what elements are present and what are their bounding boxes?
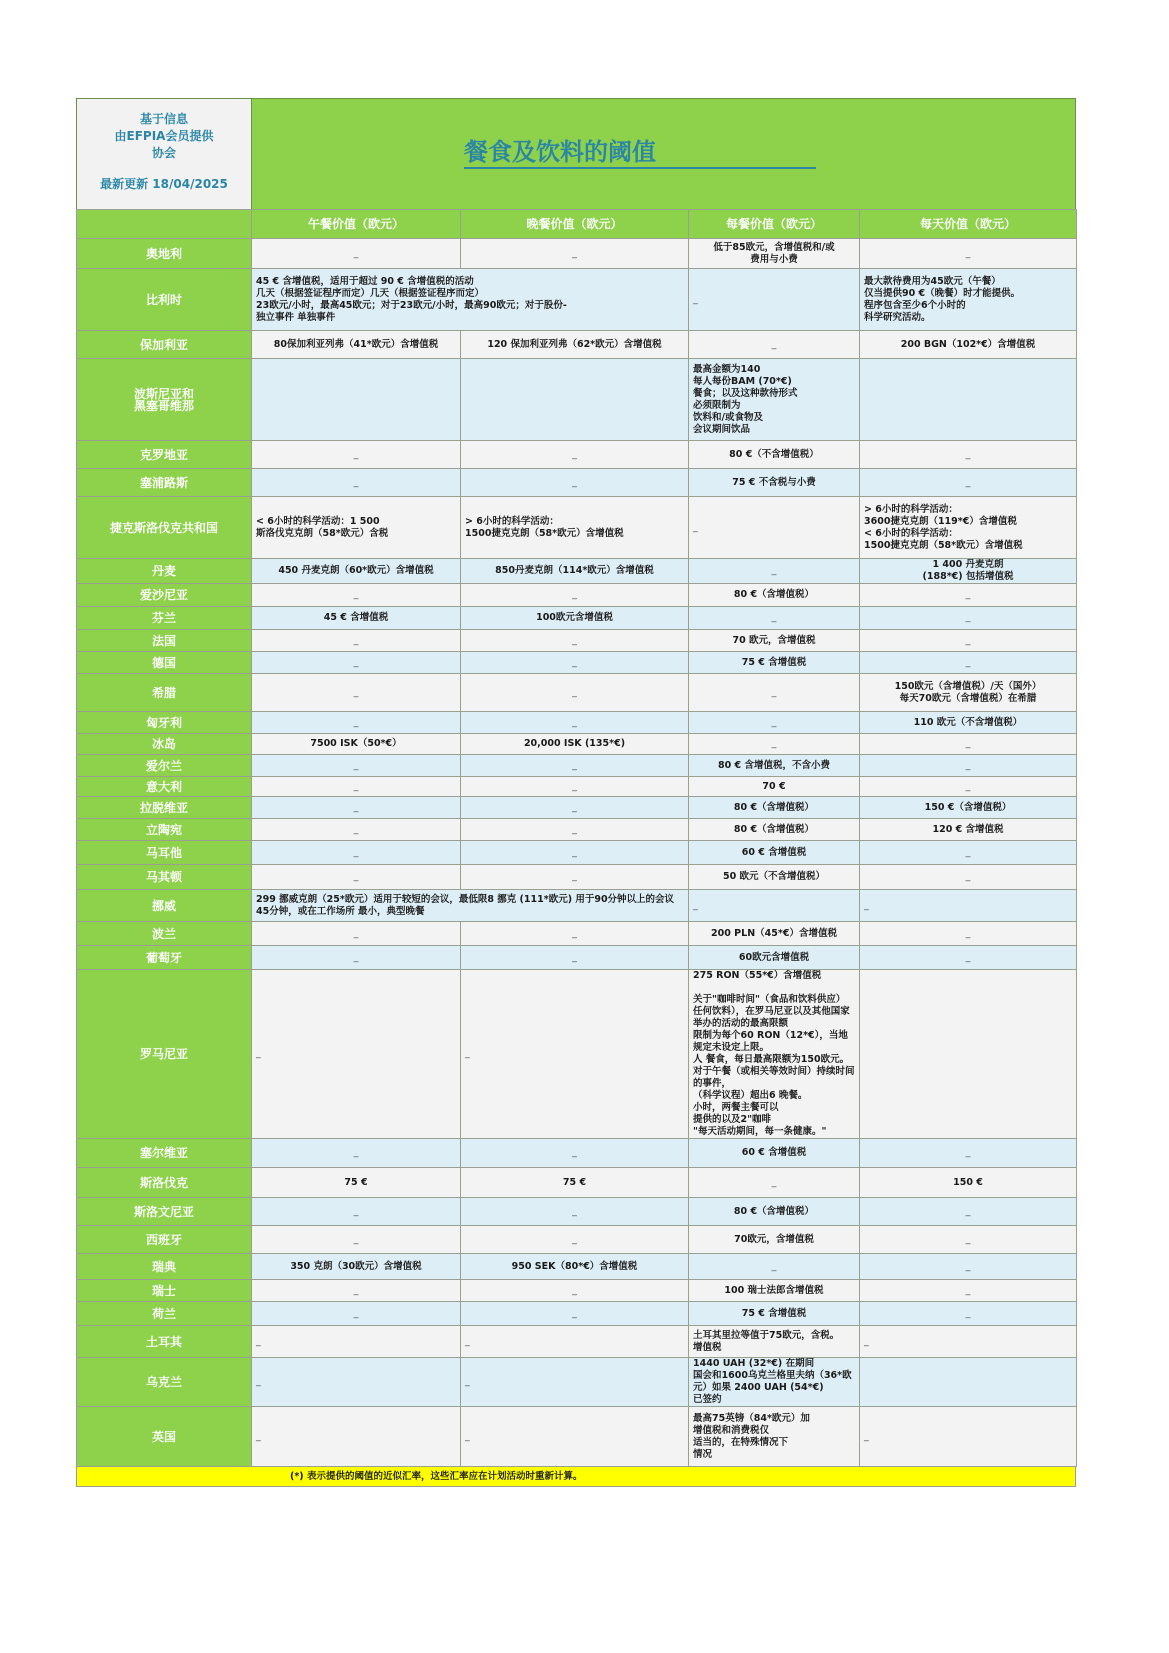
value-cell-lunch: _ bbox=[252, 1280, 461, 1302]
country-name: 乌克兰 bbox=[77, 1358, 252, 1407]
value-cell-meal: 75 € 含增值税 bbox=[689, 1302, 860, 1326]
country-name: 德国 bbox=[77, 652, 252, 674]
table-row bbox=[77, 797, 1077, 819]
table-row bbox=[77, 1168, 1077, 1198]
value-cell-lunch: _ bbox=[252, 797, 461, 819]
value-cell-meal: 70 € bbox=[689, 777, 860, 797]
value-cell-lunch: 299 挪威克朗（25*欧元）适用于较短的会议，最低限8 挪克 (111*欧元) 用于90分钟以上的会议 45分钟，或在工作场所 最小，典型晚餐 bbox=[252, 890, 689, 922]
value-cell-meal: 80 €（含增值税） bbox=[689, 1198, 860, 1226]
country-name: 丹麦 bbox=[77, 559, 252, 584]
country-name: 捷克斯洛伐克共和国 bbox=[77, 497, 252, 559]
table-row bbox=[77, 922, 1077, 946]
value-cell-day bbox=[860, 1358, 1077, 1407]
table-row bbox=[77, 359, 1077, 441]
value-cell-day: _ bbox=[860, 922, 1077, 946]
table-row bbox=[77, 970, 1077, 1139]
value-cell-lunch: _ bbox=[252, 946, 461, 970]
column-header-day: 每天价值（欧元） bbox=[860, 210, 1077, 239]
country-name: 克罗地亚 bbox=[77, 441, 252, 469]
column-header-row bbox=[77, 210, 1077, 239]
value-cell-day: 200 BGN（102*€）含增值税 bbox=[860, 331, 1077, 359]
country-name: 希腊 bbox=[77, 674, 252, 712]
value-cell-meal: 80 €（含增值税） bbox=[689, 584, 860, 607]
value-cell-lunch: _ bbox=[252, 819, 461, 841]
value-cell-day: _ bbox=[860, 469, 1077, 497]
value-cell-dinner: _ bbox=[461, 865, 689, 890]
value-cell-meal: _ bbox=[689, 712, 860, 734]
value-cell-meal: 60欧元含增值税 bbox=[689, 946, 860, 970]
value-cell-lunch: _ bbox=[252, 239, 461, 269]
value-cell-dinner: _ bbox=[461, 652, 689, 674]
value-cell-lunch: _ bbox=[252, 755, 461, 777]
value-cell-meal: 80 €（含增值税） bbox=[689, 797, 860, 819]
table-row bbox=[77, 441, 1077, 469]
country-name: 保加利亚 bbox=[77, 331, 252, 359]
country-name: 爱沙尼亚 bbox=[77, 584, 252, 607]
value-cell-lunch: _ bbox=[252, 1326, 461, 1358]
value-cell-meal: 土耳其里拉等值于75欧元，含税。 增值税 bbox=[689, 1326, 860, 1358]
value-cell-dinner: _ bbox=[461, 630, 689, 652]
value-cell-dinner: _ bbox=[461, 1139, 689, 1168]
value-cell-lunch: _ bbox=[252, 441, 461, 469]
table-row bbox=[77, 712, 1077, 734]
country-name: 斯洛伐克 bbox=[77, 1168, 252, 1198]
country-name: 瑞士 bbox=[77, 1280, 252, 1302]
country-name: 荷兰 bbox=[77, 1302, 252, 1326]
value-cell-meal: 80 €（含增值税） bbox=[689, 819, 860, 841]
value-cell-lunch: 45 € 含增值税，适用于超过 90 € 含增值税的活动 几天（根据签证程序而定）几天（根据签证程序而定） 23欧元/小时，最高45欧元；对于23欧元/小时，最高90欧元；对于股份- 独立事件 单独事件 bbox=[252, 269, 689, 331]
value-cell-dinner: _ bbox=[461, 1407, 689, 1467]
value-cell-lunch: _ bbox=[252, 1226, 461, 1254]
country-name: 芬兰 bbox=[77, 607, 252, 630]
country-name: 土耳其 bbox=[77, 1326, 252, 1358]
value-cell-day: _ bbox=[860, 734, 1077, 755]
value-cell-lunch: _ bbox=[252, 469, 461, 497]
value-cell-dinner: _ bbox=[461, 819, 689, 841]
country-name: 法国 bbox=[77, 630, 252, 652]
value-cell-day: _ bbox=[860, 239, 1077, 269]
value-cell-meal: _ bbox=[689, 1168, 860, 1198]
value-cell-day: 150 €（含增值税） bbox=[860, 797, 1077, 819]
value-cell-meal: 60 € 含增值税 bbox=[689, 841, 860, 865]
country-name: 波斯尼亚和 黑塞哥维那 bbox=[77, 359, 252, 441]
footnote: (*) 表示提供的阈值的近似汇率，这些汇率应在计划活动时重新计算。 bbox=[76, 1467, 1076, 1487]
value-cell-day: _ bbox=[860, 1226, 1077, 1254]
value-cell-meal: 最高75英镑（84*欧元）加 增值税和消费税仅 适当的，在特殊情况下 情况 bbox=[689, 1407, 860, 1467]
value-cell-day: _ bbox=[860, 1139, 1077, 1168]
value-cell-day: _ bbox=[860, 1302, 1077, 1326]
value-cell-dinner: _ bbox=[461, 239, 689, 269]
column-header-dinner: 晚餐价值（欧元） bbox=[461, 210, 689, 239]
value-cell-meal: _ bbox=[689, 674, 860, 712]
value-cell-day: 150 € bbox=[860, 1168, 1077, 1198]
value-cell-dinner: _ bbox=[461, 441, 689, 469]
value-cell-day: 120 € 含增值税 bbox=[860, 819, 1077, 841]
value-cell-lunch: _ bbox=[252, 1302, 461, 1326]
table-body bbox=[77, 239, 1077, 1467]
country-name: 匈牙利 bbox=[77, 712, 252, 734]
value-cell-day: _ bbox=[860, 890, 1077, 922]
value-cell-meal: _ bbox=[689, 331, 860, 359]
table-row bbox=[77, 1226, 1077, 1254]
value-cell-meal: 最高金额为140 每人每份BAM (70*€) 餐食；以及这种款待形式 必须限制为 饮料和/或食物及 会议期间饮品 bbox=[689, 359, 860, 441]
value-cell-day: 1 400 丹麦克朗 (188*€) 包括增值税 bbox=[860, 559, 1077, 584]
country-name: 马其顿 bbox=[77, 865, 252, 890]
table-row bbox=[77, 755, 1077, 777]
value-cell-day: _ bbox=[860, 630, 1077, 652]
value-cell-meal: 100 瑞士法郎含增值税 bbox=[689, 1280, 860, 1302]
source-line: 基于信息 bbox=[139, 112, 188, 126]
value-cell-meal: _ bbox=[689, 890, 860, 922]
value-cell-lunch: 7500 ISK（50*€） bbox=[252, 734, 461, 755]
country-name: 挪威 bbox=[77, 890, 252, 922]
table-row bbox=[77, 1358, 1077, 1407]
value-cell-lunch: _ bbox=[252, 865, 461, 890]
value-cell-lunch: _ bbox=[252, 630, 461, 652]
source-line: 协会 bbox=[151, 146, 176, 160]
value-cell-dinner: > 6小时的科学活动： 1500捷克克朗（58*欧元）含增值税 bbox=[461, 497, 689, 559]
country-name: 冰岛 bbox=[77, 734, 252, 755]
value-cell-meal: _ bbox=[689, 497, 860, 559]
table-row bbox=[77, 652, 1077, 674]
value-cell-lunch: _ bbox=[252, 1198, 461, 1226]
country-name: 奥地利 bbox=[77, 239, 252, 269]
country-name: 西班牙 bbox=[77, 1226, 252, 1254]
value-cell-day: _ bbox=[860, 1254, 1077, 1280]
country-name: 英国 bbox=[77, 1407, 252, 1467]
value-cell-day: _ bbox=[860, 841, 1077, 865]
value-cell-lunch: _ bbox=[252, 584, 461, 607]
table-row bbox=[77, 584, 1077, 607]
value-cell-meal: 70 欧元，含增值税 bbox=[689, 630, 860, 652]
value-cell-dinner: _ bbox=[461, 797, 689, 819]
value-cell-lunch: _ bbox=[252, 674, 461, 712]
value-cell-meal: 80 €（不含增值税） bbox=[689, 441, 860, 469]
value-cell-dinner: 950 SEK（80*€）含增值税 bbox=[461, 1254, 689, 1280]
value-cell-day: _ bbox=[860, 1326, 1077, 1358]
value-cell-dinner: _ bbox=[461, 1326, 689, 1358]
value-cell-lunch: _ bbox=[252, 652, 461, 674]
value-cell-dinner: _ bbox=[461, 712, 689, 734]
page-title: 餐食及饮料的阈值 bbox=[464, 137, 816, 169]
value-cell-dinner: _ bbox=[461, 755, 689, 777]
value-cell-dinner: _ bbox=[461, 1280, 689, 1302]
value-cell-meal: _ bbox=[689, 1254, 860, 1280]
table-row bbox=[77, 890, 1077, 922]
value-cell-dinner: _ bbox=[461, 970, 689, 1139]
value-cell-day bbox=[860, 359, 1077, 441]
table-row bbox=[77, 819, 1077, 841]
value-cell-lunch: _ bbox=[252, 1139, 461, 1168]
table-row bbox=[77, 630, 1077, 652]
table-row bbox=[77, 777, 1077, 797]
value-cell-day: _ bbox=[860, 946, 1077, 970]
value-cell-meal: 75 € 不含税与小费 bbox=[689, 469, 860, 497]
value-cell-day: _ bbox=[860, 865, 1077, 890]
table-row bbox=[77, 841, 1077, 865]
value-cell-day: _ bbox=[860, 1407, 1077, 1467]
table-row bbox=[77, 1302, 1077, 1326]
value-cell-dinner: _ bbox=[461, 469, 689, 497]
country-name: 波兰 bbox=[77, 922, 252, 946]
value-cell-meal: 75 € 含增值税 bbox=[689, 652, 860, 674]
value-cell-day: _ bbox=[860, 1198, 1077, 1226]
country-name: 马耳他 bbox=[77, 841, 252, 865]
value-cell-meal: 275 RON（55*€）含增值税 关于"咖啡时间"（食品和饮料供应） 任何饮料），在罗马尼亚以及其他国家举办的活动的最高限额 限制为每个60 RON（12*€），当地规定未设定上限。 人 餐食，每日最高限额为150欧元。 对于午餐（或相关等效时间）持续时间的事件， （科学议程）超出6 晚餐。 小时，两餐主餐可以 提供的以及2"咖啡 "每天活动期间，每一条健康。" bbox=[689, 970, 860, 1139]
value-cell-dinner: _ bbox=[461, 1358, 689, 1407]
value-cell-dinner: _ bbox=[461, 777, 689, 797]
value-cell-day bbox=[860, 970, 1077, 1139]
value-cell-lunch: _ bbox=[252, 970, 461, 1139]
corner-cell bbox=[77, 210, 252, 239]
country-name: 斯洛文尼亚 bbox=[77, 1198, 252, 1226]
value-cell-day: 110 欧元（不含增值税） bbox=[860, 712, 1077, 734]
table-row bbox=[77, 239, 1077, 269]
table-row bbox=[77, 946, 1077, 970]
value-cell-lunch: 75 € bbox=[252, 1168, 461, 1198]
value-cell-dinner: 100欧元含增值税 bbox=[461, 607, 689, 630]
value-cell-dinner bbox=[461, 359, 689, 441]
value-cell-dinner: _ bbox=[461, 1226, 689, 1254]
value-cell-meal: 低于85欧元，含增值税和/或 费用与小费 bbox=[689, 239, 860, 269]
value-cell-dinner: _ bbox=[461, 841, 689, 865]
table-row bbox=[77, 331, 1077, 359]
value-cell-meal: _ bbox=[689, 607, 860, 630]
table-row bbox=[77, 269, 1077, 331]
country-name: 罗马尼亚 bbox=[77, 970, 252, 1139]
table-row bbox=[77, 559, 1077, 584]
country-name: 拉脱维亚 bbox=[77, 797, 252, 819]
table-row bbox=[77, 469, 1077, 497]
country-name: 比利时 bbox=[77, 269, 252, 331]
threshold-sheet bbox=[76, 98, 1076, 1487]
value-cell-lunch: _ bbox=[252, 712, 461, 734]
value-cell-day: 最大款待费用为45欧元（午餐） 仅当提供90 €（晚餐）时才能提供。 程序包含至少6个小时的 科学研究活动。 bbox=[860, 269, 1077, 331]
value-cell-dinner: _ bbox=[461, 1302, 689, 1326]
value-cell-lunch: _ bbox=[252, 841, 461, 865]
value-cell-lunch bbox=[252, 359, 461, 441]
value-cell-dinner: _ bbox=[461, 674, 689, 712]
threshold-table bbox=[76, 209, 1077, 1467]
value-cell-lunch: _ bbox=[252, 777, 461, 797]
source-info bbox=[77, 99, 252, 209]
value-cell-dinner: _ bbox=[461, 584, 689, 607]
value-cell-lunch: _ bbox=[252, 1407, 461, 1467]
country-name: 塞浦路斯 bbox=[77, 469, 252, 497]
table-row bbox=[77, 1326, 1077, 1358]
column-header-lunch: 午餐价值（欧元） bbox=[252, 210, 461, 239]
value-cell-lunch: _ bbox=[252, 1358, 461, 1407]
value-cell-lunch: < 6小时的科学活动：1 500 斯洛伐克克朗（58*欧元）含税 bbox=[252, 497, 461, 559]
value-cell-lunch: 350 克朗（30欧元）含增值税 bbox=[252, 1254, 461, 1280]
value-cell-day: > 6小时的科学活动： 3600捷克克朗（119*€）含增值税 < 6小时的科学活动： 1500捷克克朗（58*欧元）含增值税 bbox=[860, 497, 1077, 559]
table-row bbox=[77, 1280, 1077, 1302]
value-cell-day: _ bbox=[860, 1280, 1077, 1302]
value-cell-meal: 70欧元，含增值税 bbox=[689, 1226, 860, 1254]
value-cell-meal: _ bbox=[689, 269, 860, 331]
country-name: 爱尔兰 bbox=[77, 755, 252, 777]
table-row bbox=[77, 1198, 1077, 1226]
value-cell-dinner: 120 保加利亚列弗（62*欧元）含增值税 bbox=[461, 331, 689, 359]
value-cell-lunch: _ bbox=[252, 922, 461, 946]
value-cell-day: _ bbox=[860, 777, 1077, 797]
country-name: 立陶宛 bbox=[77, 819, 252, 841]
table-row bbox=[77, 865, 1077, 890]
value-cell-dinner: 20,000 ISK (135*€) bbox=[461, 734, 689, 755]
table-row bbox=[77, 674, 1077, 712]
value-cell-lunch: 450 丹麦克朗（60*欧元）含增值税 bbox=[252, 559, 461, 584]
table-row bbox=[77, 607, 1077, 630]
table-row bbox=[77, 497, 1077, 559]
value-cell-day: 150欧元（含增值税）/天（国外） 每天70欧元（含增值税）在希腊 bbox=[860, 674, 1077, 712]
value-cell-dinner: 850丹麦克朗（114*欧元）含增值税 bbox=[461, 559, 689, 584]
table-row bbox=[77, 1254, 1077, 1280]
value-cell-day: _ bbox=[860, 441, 1077, 469]
value-cell-dinner: _ bbox=[461, 1198, 689, 1226]
value-cell-meal: 60 € 含增值税 bbox=[689, 1139, 860, 1168]
value-cell-day: _ bbox=[860, 755, 1077, 777]
country-name: 意大利 bbox=[77, 777, 252, 797]
value-cell-meal: 50 欧元（不含增值税） bbox=[689, 865, 860, 890]
value-cell-lunch: 80保加利亚列弗（41*欧元）含增值税 bbox=[252, 331, 461, 359]
source-line: 由EFPIA会员提供 bbox=[114, 129, 214, 143]
table-row bbox=[77, 734, 1077, 755]
value-cell-dinner: _ bbox=[461, 946, 689, 970]
value-cell-meal: 200 PLN（45*€）含增值税 bbox=[689, 922, 860, 946]
country-name: 瑞典 bbox=[77, 1254, 252, 1280]
column-header-meal: 每餐价值（欧元） bbox=[689, 210, 860, 239]
value-cell-day: _ bbox=[860, 652, 1077, 674]
value-cell-meal: 80 € 含增值税，不含小费 bbox=[689, 755, 860, 777]
value-cell-day: _ bbox=[860, 584, 1077, 607]
value-cell-meal: 1440 UAH (32*€) 在期间 国会和1600乌克兰格里夫纳（36*欧元）如果 2400 UAH (54*€) 已签约 bbox=[689, 1358, 860, 1407]
title-area bbox=[252, 99, 1075, 209]
country-name: 葡萄牙 bbox=[77, 946, 252, 970]
table-row bbox=[77, 1139, 1077, 1168]
sheet-header bbox=[76, 98, 1076, 209]
value-cell-meal: _ bbox=[689, 559, 860, 584]
last-updated: 最新更新 18/04/2025 bbox=[100, 177, 228, 191]
value-cell-lunch: 45 € 含增值税 bbox=[252, 607, 461, 630]
country-name: 塞尔维亚 bbox=[77, 1139, 252, 1168]
table-row bbox=[77, 1407, 1077, 1467]
value-cell-meal: _ bbox=[689, 734, 860, 755]
value-cell-dinner: 75 € bbox=[461, 1168, 689, 1198]
value-cell-day: _ bbox=[860, 607, 1077, 630]
value-cell-dinner: _ bbox=[461, 922, 689, 946]
